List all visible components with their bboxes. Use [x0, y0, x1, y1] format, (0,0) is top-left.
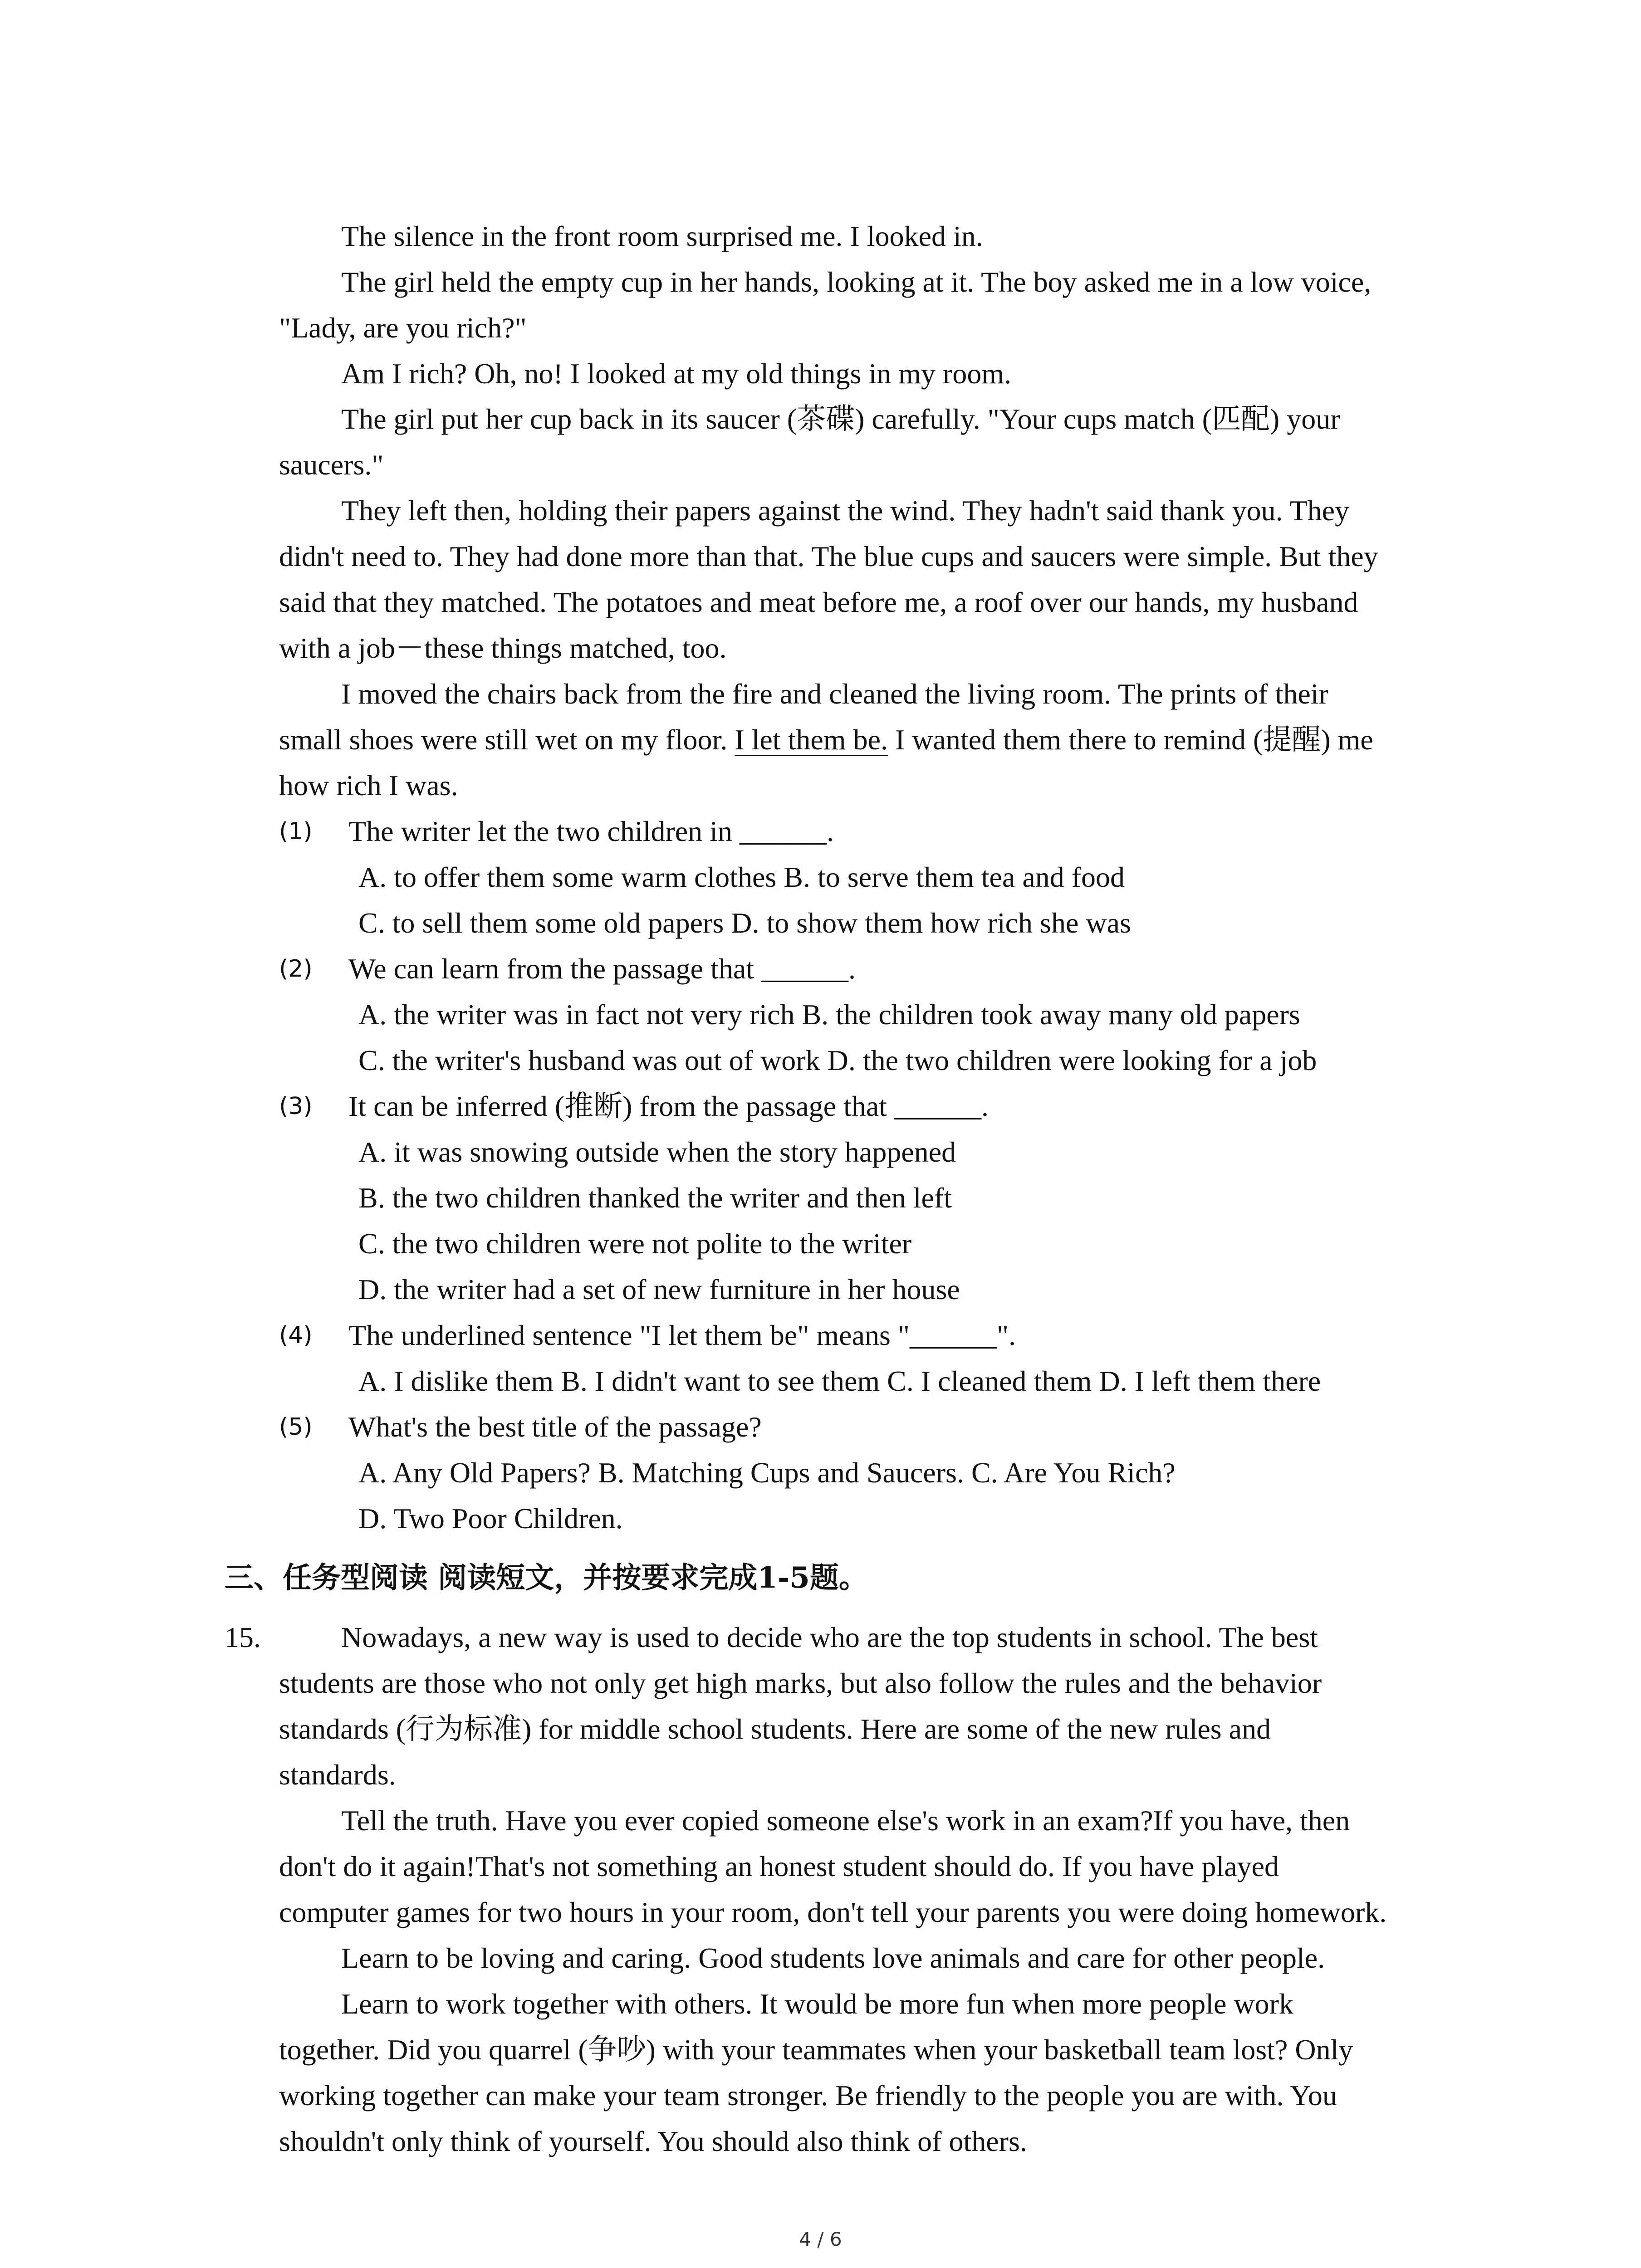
passage-line: saucers." — [279, 449, 384, 481]
passage-line — [279, 722, 1373, 758]
passage-line: Learn to be loving and caring. Good students love animals and care for other people. — [341, 1942, 1325, 1974]
question-number: (5) — [279, 1413, 313, 1441]
question-options: A. it was snowing outside when the story happened — [358, 1136, 956, 1168]
passage-line: standards. — [279, 1759, 396, 1791]
question-options: A. Any Old Papers? B. Matching Cups and Saucers. C. Are You Rich? — [358, 1457, 1176, 1489]
question-options: A. I dislike them B. I didn't want to see them C. I cleaned them D. I left them there — [358, 1365, 1321, 1397]
passage-line: don't do it again!That's not something an honest student should do. If you have played — [279, 1850, 1279, 1882]
passage-line: The girl held the empty cup in her hands, looking at it. The boy asked me in a low voice, — [341, 266, 1372, 298]
question-options: A. the writer was in fact not very rich B. the children took away many old papers — [358, 998, 1300, 1031]
question-options: D. the writer had a set of new furniture in her house — [358, 1273, 960, 1305]
passage-line: Tell the truth. Have you ever copied someone else's work in an exam?If you have, then — [341, 1804, 1350, 1837]
passage-text: I wanted them there to remind (提醒) me — [895, 723, 1373, 756]
passage-line: with a job－these things matched, too. — [279, 632, 727, 664]
question-stem: We can learn from the passage that ______. — [348, 953, 856, 985]
question-options: D. Two Poor Children. — [358, 1502, 623, 1535]
question-stem: It can be inferred (推断) from the passage that ______. — [348, 1090, 989, 1122]
question-options: B. the two children thanked the writer and then left — [358, 1182, 952, 1214]
section-heading: 三、任务型阅读 阅读短文，并按要求完成1-5题。 — [225, 1561, 868, 1595]
question-number: (3) — [279, 1093, 313, 1120]
question-stem: The writer let the two children in ______. — [348, 815, 834, 847]
question-number: 15. — [225, 1621, 261, 1653]
passage-line: I moved the chairs back from the fire and cleaned the living room. The prints of their — [341, 678, 1328, 710]
passage-line: Learn to work together with others. It would be more fun when more people work — [341, 1988, 1293, 2020]
passage-text: small shoes were still wet on my floor. — [279, 723, 728, 756]
passage-line: The girl put her cup back in its saucer (茶碟) carefully. "Your cups match (匹配) your — [341, 403, 1340, 435]
passage-line: computer games for two hours in your room, don't tell your parents you were doing homework. — [279, 1896, 1387, 1928]
question-number: (1) — [279, 818, 313, 845]
question-options: C. the writer's husband was out of work D. the two children were looking for a job — [358, 1044, 1317, 1076]
question-number: (2) — [279, 955, 313, 982]
underlined-sentence: I let them be. — [735, 723, 888, 756]
question-stem: The underlined sentence "I let them be" means "______". — [348, 1319, 1016, 1351]
passage-line: They left then, holding their papers against the wind. They hadn't said thank you. They — [341, 494, 1349, 527]
question-options: A. to offer them some warm clothes B. to serve them tea and food — [358, 861, 1125, 893]
passage-line: together. Did you quarrel (争吵) with your teammates when your basketball team lost? Only — [279, 2033, 1353, 2066]
page-number: 4 / 6 — [799, 2228, 842, 2250]
passage-line: working together can make your team stronger. Be friendly to the people you are with. You — [279, 2079, 1337, 2112]
passage-line: didn't need to. They had done more than that. The blue cups and saucers were simple. But they — [279, 540, 1378, 572]
passage-line: Nowadays, a new way is used to decide who are the top students in school. The best — [341, 1621, 1318, 1653]
question-options: C. to sell them some old papers D. to show them how rich she was — [358, 907, 1131, 939]
passage-line: shouldn't only think of yourself. You should also think of others. — [279, 2125, 1027, 2157]
passage-line: how rich I was. — [279, 769, 458, 802]
question-options: C. the two children were not polite to the writer — [358, 1227, 912, 1260]
passage-line: The silence in the front room surprised me. I looked in. — [341, 220, 983, 252]
passage-line: Am I rich? Oh, no! I looked at my old things in my room. — [341, 357, 1012, 390]
question-stem: What's the best title of the passage? — [348, 1411, 762, 1443]
passage-line: students are those who not only get high marks, but also follow the rules and the behavior — [279, 1667, 1322, 1699]
question-number: (4) — [279, 1322, 313, 1349]
passage-line: "Lady, are you rich?" — [279, 312, 527, 344]
passage-line: said that they matched. The potatoes and meat before me, a roof over our hands, my husband — [279, 586, 1358, 618]
passage-line: standards (行为标准) for middle school students. Here are some of the new rules and — [279, 1713, 1271, 1745]
